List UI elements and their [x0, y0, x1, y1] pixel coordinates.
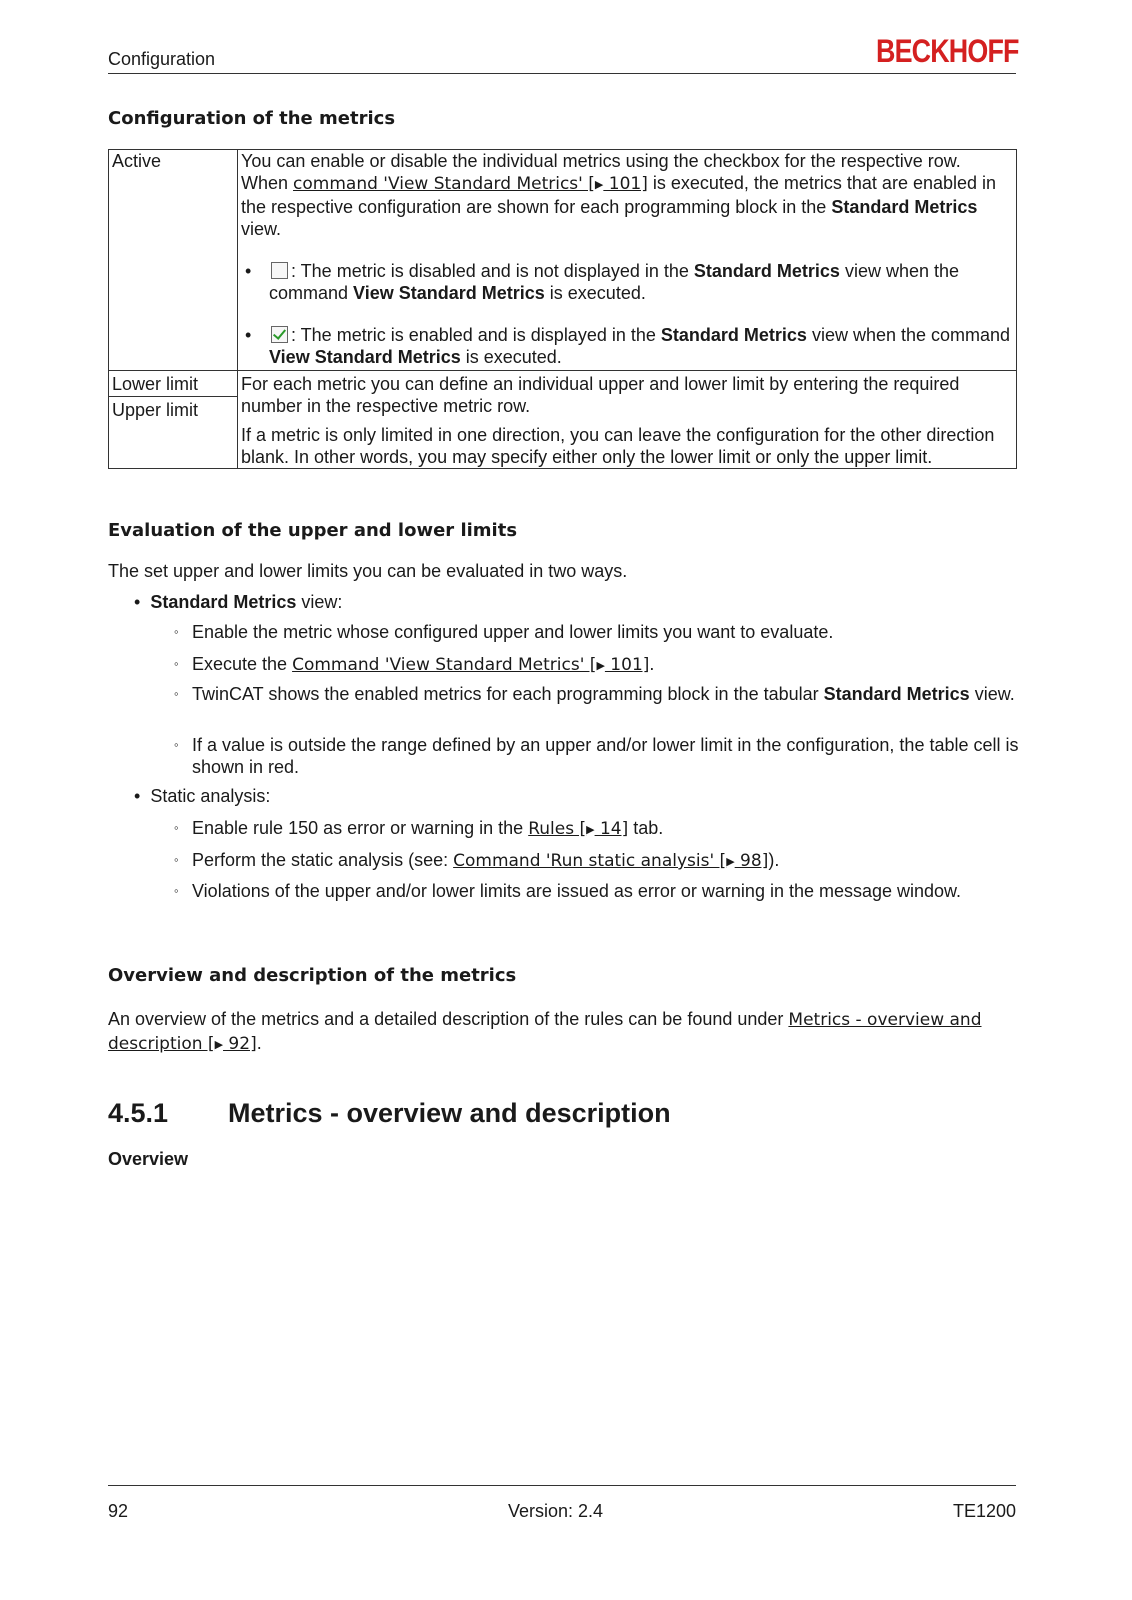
active-label: Active — [112, 151, 162, 171]
evaluation-intro: The set upper and lower limits you can be evaluated in two ways. — [108, 561, 628, 581]
limits-label-cell — [109, 371, 238, 469]
section-heading: 4.5.1 Metrics - overview and description — [108, 1098, 671, 1128]
list-item: ◦ Execute the Command 'View Standard Metrics' [▶ 101]. — [174, 654, 655, 675]
evaluation-heading: Evaluation of the upper and lower limits — [108, 520, 518, 541]
list-item: ◦ TwinCAT shows the enabled metrics for each programming block in the tabular Standard Metrics view. — [174, 684, 1015, 704]
overview-paragraph: An overview of the metrics and a detailed description of the rules can be found under Metrics - overview and — [108, 1009, 982, 1030]
config-heading: Configuration of the metrics — [108, 108, 396, 129]
view-standard-metrics-link[interactable]: command 'View Standard Metrics' [▶ 101] — [293, 174, 648, 194]
upper-limit-label: Upper limit — [112, 400, 199, 420]
limits-paragraph-1: For each metric you can define an individual upper and lower limit by entering the required number in the respective metric row. — [241, 374, 960, 416]
arrow-right-icon: ▶ — [214, 1038, 224, 1051]
checkbox-unchecked-icon — [271, 262, 288, 279]
overview-heading: Overview and description of the metrics — [108, 965, 517, 986]
table-row-limits — [109, 371, 1017, 469]
arrow-right-icon: ▶ — [726, 855, 735, 868]
document-id: TE1200 — [952, 1501, 1016, 1521]
version-label: Version: 2.4 — [508, 1501, 604, 1521]
footer-divider — [108, 1485, 1016, 1486]
command-view-standard-metrics-link[interactable]: Command 'View Standard Metrics' [▶ 101] — [292, 655, 650, 675]
list-item-static-analysis: • Static analysis: — [134, 786, 271, 806]
active-paragraph-1: You can enable or disable the individual metrics using the checkbox for the respective row. — [241, 151, 961, 171]
active-paragraph-2: When command 'View Standard Metrics' [▶ 101] is executed, the metrics that are enabled in the respective configuration are shown for each programming block in the Standard Metrics view. — [241, 173, 997, 239]
lower-limit-label: Lower limit — [109, 371, 237, 397]
metrics-config-table — [108, 149, 1017, 469]
limits-description-cell — [238, 371, 1017, 469]
run-static-analysis-link[interactable]: Command 'Run static analysis' [▶ 98] — [453, 851, 769, 871]
overview-subheading: Overview — [108, 1149, 189, 1169]
list-item: ◦ Violations of the upper and/or lower limits are issued as error or warning in the message window. — [174, 881, 962, 901]
overview-paragraph-cont: description [▶ 92]. — [108, 1033, 262, 1054]
rules-link[interactable]: Rules [▶ 14] — [528, 819, 629, 839]
metrics-overview-link[interactable]: Metrics - overview and — [788, 1010, 982, 1030]
header-section-title: Configuration — [108, 49, 216, 69]
active-label-cell — [109, 150, 238, 371]
bullet-disabled: • : The metric is disabled and is not displayed in the Standard Metrics view when the command View Standard Metrics is executed. — [245, 261, 960, 303]
arrow-right-icon: ▶ — [596, 659, 605, 672]
list-item: ◦ Enable rule 150 as error or warning in the Rules [▶ 14] tab. — [174, 818, 664, 839]
metrics-overview-link-cont[interactable]: description [▶ 92] — [108, 1034, 257, 1054]
list-item: ◦ Perform the static analysis (see: Command 'Run static analysis' [▶ 98]). — [174, 850, 780, 871]
table-row-active — [109, 150, 1017, 371]
page-number: 92 — [108, 1501, 129, 1521]
bullet-enabled: • : The metric is enabled and is displayed in the Standard Metrics view when the command View Standard Metrics is executed. — [245, 325, 1011, 367]
arrow-right-icon: ▶ — [594, 178, 604, 191]
list-item: ◦ Enable the metric whose configured upper and lower limits you want to evaluate. — [174, 622, 834, 642]
arrow-right-icon: ▶ — [586, 823, 595, 836]
header-divider — [108, 73, 1016, 74]
beckhoff-logo: BECKHOFF — [876, 33, 1019, 69]
checkbox-checked-icon — [271, 326, 288, 343]
active-description-cell — [238, 150, 1017, 371]
list-item-standard-metrics: • Standard Metrics view: — [134, 592, 343, 612]
limits-paragraph-2: If a metric is only limited in one direction, you can leave the configuration for the other direction blank. In other words, you may specify either only the lower limit or only the upper limit. — [241, 425, 995, 467]
list-item: ◦ If a value is outside the range defined by an upper and/or lower limit in the configuration, the table cell is shown in red. — [174, 735, 1019, 777]
